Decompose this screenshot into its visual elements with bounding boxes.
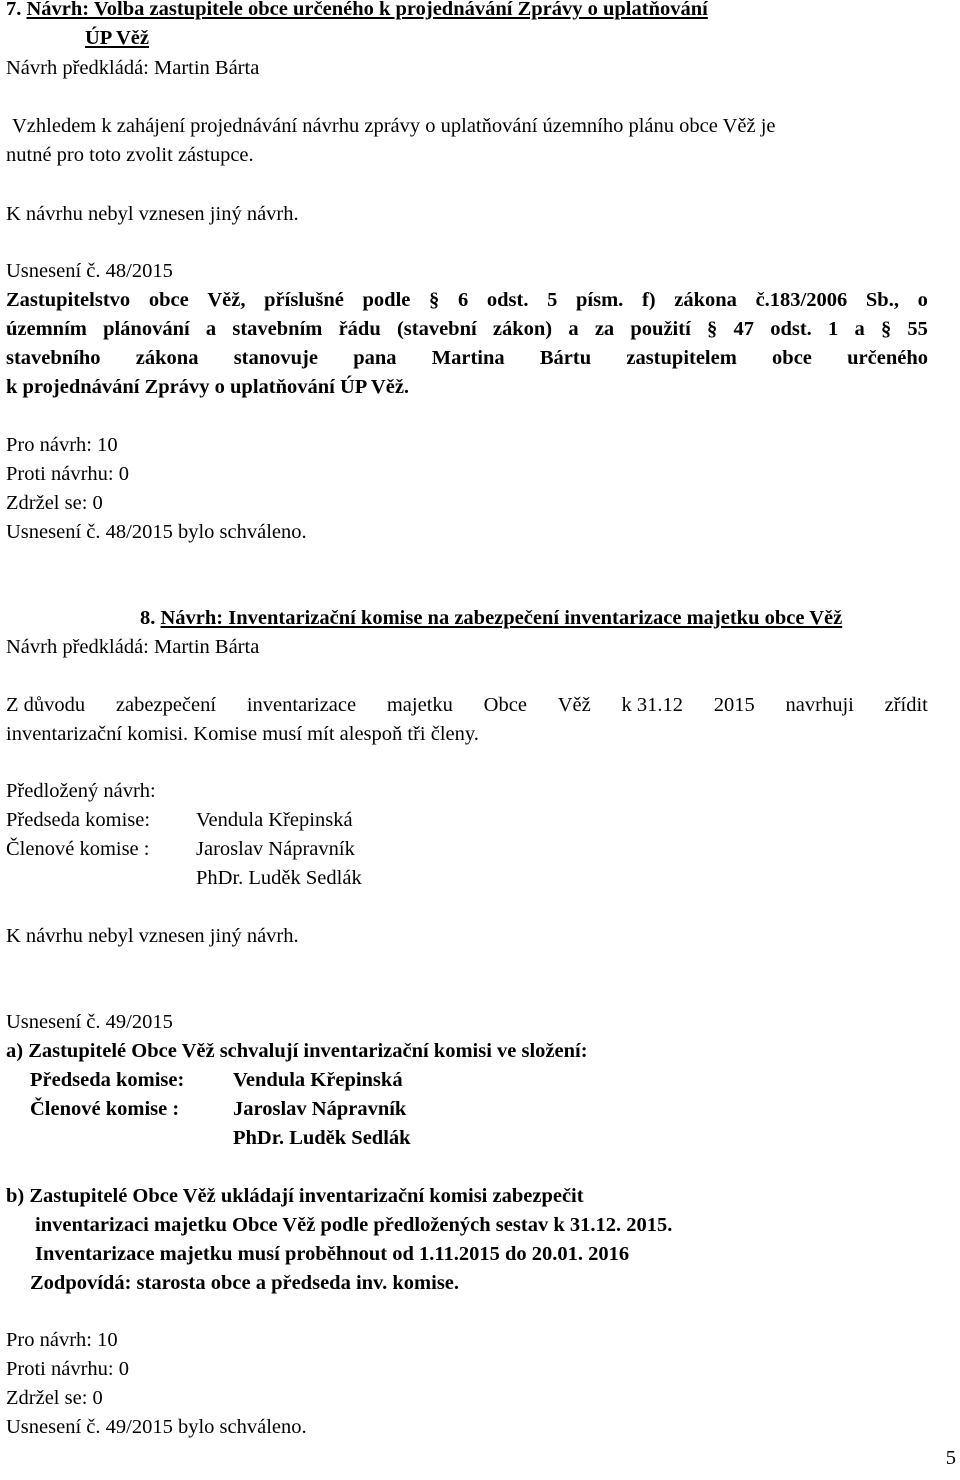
chair-label: Předseda komise: bbox=[30, 1069, 185, 1091]
section-8-member-2: PhDr. Luděk Sedlák bbox=[196, 867, 362, 889]
section-8-heading bbox=[140, 604, 928, 633]
section-8-reason-line-1: Z důvodu zabezpečení inventarizace majetku Obce Věž k 31.12 2015 navrhuji zřídit bbox=[6, 694, 928, 716]
section-7-vote-against: Proti návrhu: 0 bbox=[6, 463, 129, 485]
section-7-no-other-proposal: K návrhu nebyl vznesen jiný návrh. bbox=[6, 203, 299, 225]
member-name: Jaroslav Nápravník bbox=[196, 838, 355, 860]
members-label: Členové komise : bbox=[6, 838, 150, 860]
section-8-resolution-b-line-1: b) Zastupitelé Obce Věž ukládají inventarizační komisi zabezpečit bbox=[6, 1185, 584, 1207]
section-7-vote-abstain: Zdržel se: 0 bbox=[6, 492, 103, 514]
section-8-resolution-b-line-4: Zodpovídá: starosta obce a předseda inv. komise. bbox=[30, 1272, 460, 1294]
section-7-resolution-line-1: Zastupitelstvo obce Věž, příslušné podle § 6 odst. 5 písm. f) zákona č.183/2006 Sb., o bbox=[6, 286, 928, 315]
resolution-a-member-2: PhDr. Luděk Sedlák bbox=[233, 1127, 411, 1149]
section-7-vote-for: Pro návrh: 10 bbox=[6, 434, 118, 456]
section-8-title: Návrh: Inventarizační komise na zabezpečení inventarizace majetku obce Věž bbox=[160, 607, 843, 629]
section-7-title-line-2: ÚP Věž bbox=[85, 27, 149, 49]
chair-label: Předseda komise: bbox=[6, 809, 151, 831]
section-sign-icon: § bbox=[707, 318, 718, 340]
section-7-reason-line-2: nutné pro toto zvolit zástupce. bbox=[6, 144, 254, 166]
page-number: 5 bbox=[945, 1447, 956, 1469]
section-8-vote-for: Pro návrh: 10 bbox=[6, 1329, 118, 1351]
section-7-number: 7. bbox=[6, 0, 22, 20]
resolution-a-members-row bbox=[30, 1095, 928, 1124]
section-8-reason-line-2: inventarizační komisi. Komise musí mít alespoň tři členy. bbox=[6, 723, 479, 745]
section-7-approved: Usnesení č. 48/2015 bylo schváleno. bbox=[6, 521, 307, 543]
section-8-vote-against: Proti návrhu: 0 bbox=[6, 1358, 129, 1380]
section-7-title-line-1: Návrh: Volba zastupitele obce určeného k projednávání Zprávy o uplatňování bbox=[26, 0, 708, 20]
section-sign-icon: § bbox=[429, 289, 440, 311]
section-8-members-row bbox=[6, 835, 928, 864]
section-7-reason-line-1: Vzhledem k zahájení projednávání návrhu zprávy o uplatňování územního plánu obce Věž je bbox=[12, 115, 776, 137]
section-8-approved: Usnesení č. 49/2015 bylo schváleno. bbox=[6, 1416, 307, 1438]
members-label: Členové komise : bbox=[30, 1098, 180, 1120]
resolution-a-chair-row bbox=[30, 1066, 928, 1095]
section-7-heading bbox=[6, 0, 928, 24]
section-sign-icon: § bbox=[880, 318, 892, 340]
section-8-no-other-proposal: K návrhu nebyl vznesen jiný návrh. bbox=[6, 925, 299, 947]
section-8-resolution-b-line-2: inventarizaci majetku Obce Věž podle předložených sestav k 31.12. 2015. bbox=[35, 1214, 673, 1236]
section-8-proposer: Návrh předkládá: Martin Bárta bbox=[6, 636, 260, 658]
section-8-resolution-a: a) Zastupitelé Obce Věž schvalují inventarizační komisi ve složení: bbox=[6, 1040, 588, 1062]
section-8-resolution-number: Usnesení č. 49/2015 bbox=[6, 1011, 173, 1033]
section-8-number: 8. bbox=[140, 607, 156, 629]
section-7-resolution-line-2: územním plánování a stavebním řádu (stavební zákon) a za použití § 47 odst. 1 a § 55 bbox=[6, 315, 928, 344]
section-7-proposer: Návrh předkládá: Martin Bárta bbox=[6, 57, 260, 79]
section-8-chair-row bbox=[6, 806, 928, 835]
chair-name: Vendula Křepinská bbox=[196, 809, 353, 831]
section-7-resolution-line-3: stavebního zákona stanovuje pana Martina Bártu zastupitelem obce určeného bbox=[6, 347, 928, 369]
section-8-proposal-label: Předložený návrh: bbox=[6, 780, 156, 802]
section-8-resolution-b-line-3: Inventarizace majetku musí proběhnout od 1.11.2015 do 20.01. 2016 bbox=[35, 1243, 630, 1265]
section-8-vote-abstain: Zdržel se: 0 bbox=[6, 1387, 103, 1409]
member-name: Jaroslav Nápravník bbox=[233, 1098, 407, 1120]
section-7-resolution-line-4: k projednávání Zprávy o uplatňování ÚP Věž. bbox=[6, 376, 410, 398]
chair-name: Vendula Křepinská bbox=[233, 1069, 403, 1091]
section-7-resolution-number: Usnesení č. 48/2015 bbox=[6, 260, 173, 282]
